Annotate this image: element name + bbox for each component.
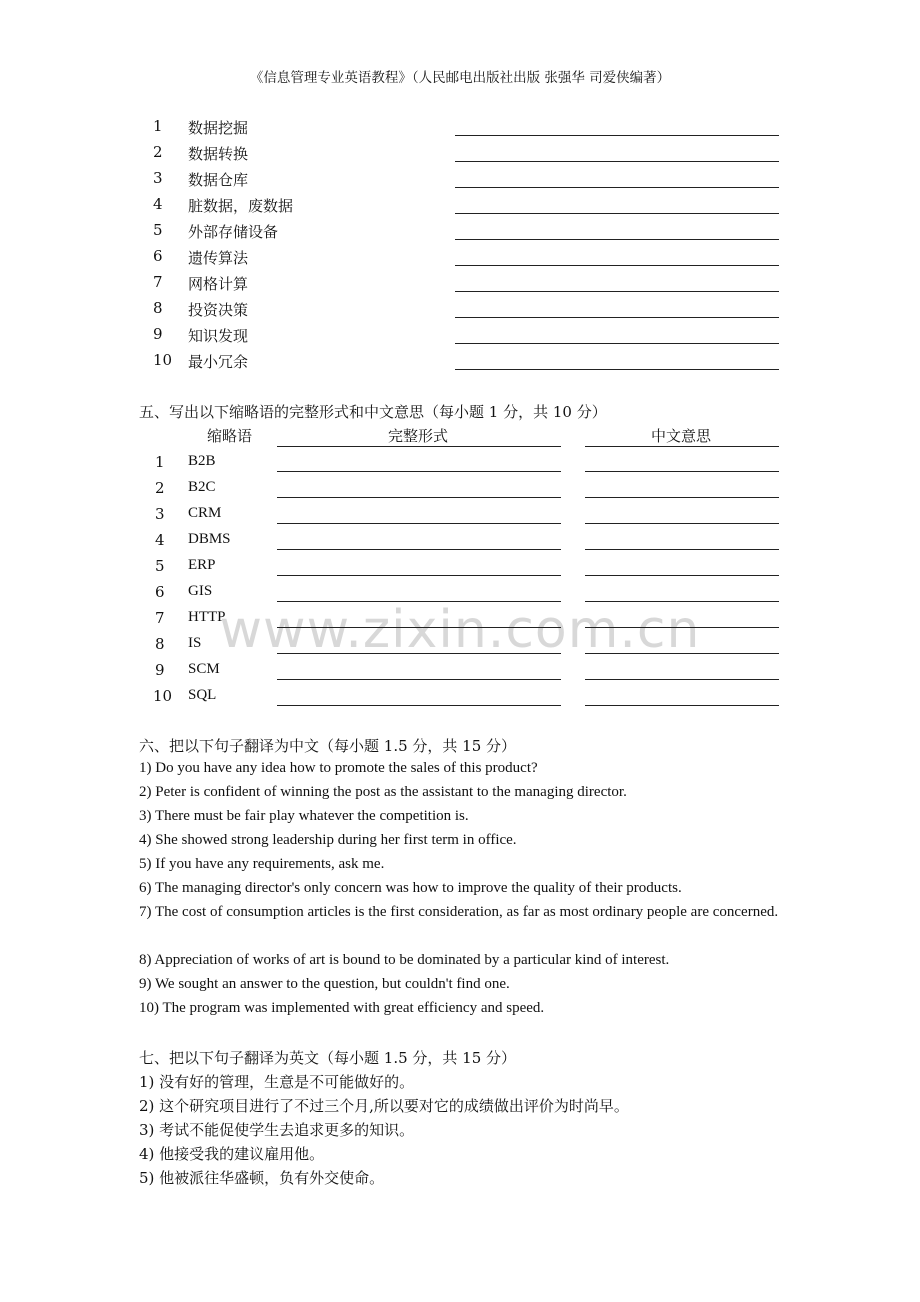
- sentence: 6) The managing director's only concern was how to improve the quality of their products.: [139, 880, 682, 896]
- vocab-number: 8: [153, 299, 163, 317]
- answer-line[interactable]: [455, 317, 779, 318]
- column-header-full: 完整形式: [388, 427, 449, 445]
- vocab-number: 7: [153, 273, 163, 291]
- header-underline: [585, 446, 779, 447]
- vocab-term: 外部存储设备: [188, 223, 279, 241]
- vocab-row: [0, 115, 920, 141]
- abbr-term: DBMS: [188, 531, 231, 547]
- abbr-number: 6: [155, 583, 165, 601]
- abbr-term: IS: [188, 635, 202, 651]
- sentence: 2) 这个研究项目进行了不过三个月,所以要对它的成绩做出评价为时尚早。: [139, 1097, 629, 1115]
- answer-line[interactable]: [455, 161, 779, 162]
- full-form-line[interactable]: [277, 497, 561, 498]
- sentence: 5) 他被派往华盛顿，负有外交使命。: [139, 1169, 385, 1187]
- vocab-row: [0, 245, 920, 271]
- meaning-line[interactable]: [585, 679, 779, 680]
- abbr-row: [0, 477, 920, 503]
- vocab-term: 网格计算: [188, 275, 249, 293]
- abbr-number: 7: [155, 609, 165, 627]
- meaning-line[interactable]: [585, 705, 779, 706]
- vocab-term: 数据转换: [188, 145, 249, 163]
- sentence: 4) 他接受我的建议雇用他。: [139, 1145, 325, 1163]
- sentence: 2) Peter is confident of winning the post as the assistant to the managing director.: [139, 784, 627, 800]
- meaning-line[interactable]: [585, 549, 779, 550]
- abbr-row: [0, 503, 920, 529]
- vocab-term: 数据仓库: [188, 171, 249, 189]
- column-header-meaning: 中文意思: [651, 427, 712, 445]
- sentence: 8) Appreciation of works of art is bound to be dominated by a particular kind of interest.: [139, 952, 670, 968]
- abbr-term: ERP: [188, 557, 216, 573]
- abbr-number: 5: [155, 557, 165, 575]
- vocab-term: 遗传算法: [188, 249, 249, 267]
- abbr-row: [0, 633, 920, 659]
- abbr-row: [0, 581, 920, 607]
- vocab-number: 4: [153, 195, 163, 213]
- sentence: 4) She showed strong leadership during her first term in office.: [139, 832, 517, 848]
- abbr-number: 10: [153, 687, 173, 705]
- full-form-line[interactable]: [277, 549, 561, 550]
- sentence: 7) The cost of consumption articles is the first consideration, as far as most ordinary people are concerned.: [139, 904, 779, 920]
- vocab-term: 最小冗余: [188, 353, 249, 371]
- section6-title: 六、把以下句子翻译为中文（每小题 1.5 分，共 15 分）: [139, 737, 517, 755]
- answer-line[interactable]: [455, 291, 779, 292]
- vocab-row: [0, 323, 920, 349]
- answer-line[interactable]: [455, 213, 779, 214]
- vocab-number: 2: [153, 143, 163, 161]
- abbr-term: B2B: [188, 453, 216, 469]
- vocab-number: 9: [153, 325, 163, 343]
- answer-line[interactable]: [455, 343, 779, 344]
- sentence: 1) Do you have any idea how to promote the sales of this product?: [139, 760, 538, 776]
- page-header: 《信息管理专业英语教程》（人民邮电出版社出版 张强华 司爱侠编著）: [249, 70, 671, 86]
- abbr-number: 8: [155, 635, 165, 653]
- vocab-row: [0, 349, 920, 375]
- abbr-row: [0, 451, 920, 477]
- meaning-line[interactable]: [585, 653, 779, 654]
- vocab-row: [0, 271, 920, 297]
- abbr-term: B2C: [188, 479, 216, 495]
- abbr-term: SQL: [188, 687, 217, 703]
- abbr-number: 1: [155, 453, 165, 471]
- sentence: 3) There must be fair play whatever the competition is.: [139, 808, 469, 824]
- full-form-line[interactable]: [277, 471, 561, 472]
- meaning-line[interactable]: [585, 627, 779, 628]
- sentence: 5) If you have any requirements, ask me.: [139, 856, 385, 872]
- abbr-term: CRM: [188, 505, 222, 521]
- watermark: www.zixin.com.cn: [219, 600, 701, 660]
- abbr-number: 4: [155, 531, 165, 549]
- abbr-row: [0, 529, 920, 555]
- sentence: 9) We sought an answer to the question, but couldn't find one.: [139, 976, 510, 992]
- column-header-abbr: 缩略语: [207, 427, 253, 445]
- abbr-term: HTTP: [188, 609, 226, 625]
- full-form-line[interactable]: [277, 627, 561, 628]
- abbr-row: [0, 607, 920, 633]
- vocab-number: 5: [153, 221, 163, 239]
- answer-line[interactable]: [455, 369, 779, 370]
- full-form-line[interactable]: [277, 601, 561, 602]
- header-underline: [277, 446, 561, 447]
- vocab-row: [0, 193, 920, 219]
- vocab-term: 脏数据，废数据: [188, 197, 294, 215]
- full-form-line[interactable]: [277, 575, 561, 576]
- answer-line[interactable]: [455, 239, 779, 240]
- abbr-term: GIS: [188, 583, 213, 599]
- full-form-line[interactable]: [277, 523, 561, 524]
- vocab-term: 数据挖掘: [188, 119, 249, 137]
- abbr-term: SCM: [188, 661, 220, 677]
- section7-title: 七、把以下句子翻译为英文（每小题 1.5 分，共 15 分）: [139, 1049, 517, 1067]
- vocab-row: [0, 167, 920, 193]
- answer-line[interactable]: [455, 187, 779, 188]
- abbr-row: [0, 685, 920, 711]
- abbr-number: 2: [155, 479, 165, 497]
- full-form-line[interactable]: [277, 679, 561, 680]
- sentence: 1) 没有好的管理，生意是不可能做好的。: [139, 1073, 415, 1091]
- sentence: 3) 考试不能促使学生去追求更多的知识。: [139, 1121, 415, 1139]
- answer-line[interactable]: [455, 135, 779, 136]
- meaning-line[interactable]: [585, 497, 779, 498]
- vocab-row: [0, 219, 920, 245]
- vocab-term: 知识发现: [188, 327, 249, 345]
- vocab-number: 6: [153, 247, 163, 265]
- vocab-term: 投资决策: [188, 301, 249, 319]
- abbr-row: [0, 555, 920, 581]
- answer-line[interactable]: [455, 265, 779, 266]
- meaning-line[interactable]: [585, 601, 779, 602]
- meaning-line[interactable]: [585, 523, 779, 524]
- vocab-row: [0, 141, 920, 167]
- vocab-number: 1: [153, 117, 163, 135]
- full-form-line[interactable]: [277, 705, 561, 706]
- abbr-number: 3: [155, 505, 165, 523]
- meaning-line[interactable]: [585, 471, 779, 472]
- abbr-number: 9: [155, 661, 165, 679]
- vocab-number: 3: [153, 169, 163, 187]
- vocab-row: [0, 297, 920, 323]
- sentence: 10) The program was implemented with great efficiency and speed.: [139, 1000, 545, 1016]
- abbr-row: [0, 659, 920, 685]
- full-form-line[interactable]: [277, 653, 561, 654]
- section5-title: 五、写出以下缩略语的完整形式和中文意思（每小题 1 分，共 10 分）: [139, 403, 607, 421]
- vocab-number: 10: [153, 351, 173, 369]
- meaning-line[interactable]: [585, 575, 779, 576]
